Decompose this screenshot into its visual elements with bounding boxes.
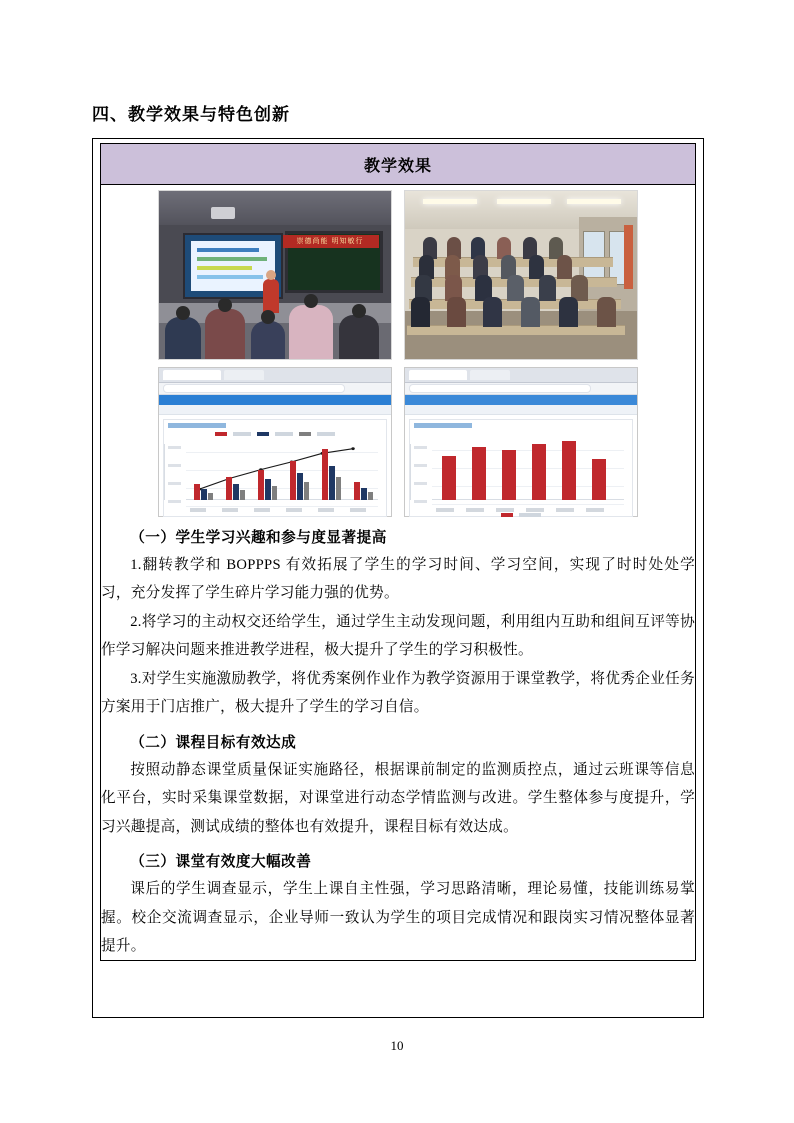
page-title: 四、教学效果与特色创新	[92, 105, 290, 124]
ceiling	[159, 191, 391, 225]
chart-title-placeholder	[168, 423, 226, 428]
browser-tab	[224, 370, 264, 380]
ceiling-light	[423, 199, 477, 204]
student-figure	[339, 315, 379, 359]
course-grade-chart-screenshot	[404, 367, 638, 517]
image-row-bottom	[158, 367, 638, 517]
browser-tabbar	[405, 368, 637, 383]
section-1	[101, 526, 695, 722]
section-3	[101, 850, 695, 960]
student-figure	[507, 275, 524, 301]
curtain	[624, 225, 633, 289]
desk-row	[407, 325, 625, 335]
projector-icon	[211, 207, 235, 219]
browser-tab	[470, 370, 510, 380]
table-title-cell: 教学效果	[101, 144, 696, 185]
browser-urlbar	[159, 383, 391, 395]
chart-title-placeholder	[414, 423, 472, 428]
section-1-para-2: 2.将学习的主动权交还给学生，通过学生主动发现问题，利用组内互助和组间互评等协作学习解决问题来推进教学进程，极大提升了学生的学习积极性。	[101, 613, 695, 659]
section-1-para-3: 3.对学生实施激励教学，将优秀案例作业作为教学资源用于课堂教学，将优秀企业任务方案用于门店推广，极大提升了学生的学习自信。	[101, 670, 695, 716]
table-content-cell	[101, 185, 696, 961]
student-figure	[289, 305, 333, 359]
section-3-title: （三）课堂有效度大幅改善	[130, 854, 312, 871]
student-figure	[205, 309, 245, 359]
section-2-para-1: 按照动静态课堂质量保证实施路径，根据课前制定的监测质控点，通过云班课等信息化平台，实时采集课堂数据，对课堂进行动态学情监测与改进。学生整体参与度提升，学习兴趣提高，测试成绩的整体也有效提升，课程目标有效达成。	[101, 761, 695, 835]
cumulative-line	[186, 444, 378, 500]
browser-tab	[409, 370, 467, 380]
student-figure	[539, 275, 556, 301]
page-number: 10	[390, 1038, 404, 1053]
large-classroom-photo	[404, 190, 638, 360]
student-figure	[559, 297, 578, 327]
chart-legend	[501, 513, 541, 517]
student-figure	[411, 297, 430, 327]
browser-tabbar	[159, 368, 391, 383]
student-figure	[165, 317, 201, 359]
section-2-title: （二）课程目标有效达成	[130, 734, 297, 751]
chart-panel	[163, 419, 387, 517]
chart-plot-area	[432, 444, 624, 500]
ceiling-light	[567, 199, 621, 204]
app-header-bar	[159, 395, 391, 405]
student-figure	[447, 297, 466, 327]
student-figure	[597, 297, 616, 327]
yunbanke-statistics-screenshot	[158, 367, 392, 517]
ceiling-light	[497, 199, 551, 204]
section-1-title: （一）学生学习兴趣和参与度显著提高	[130, 530, 387, 546]
chart-legend	[215, 432, 335, 436]
student-figure	[557, 255, 572, 279]
teacher-figure	[263, 279, 279, 313]
section-2	[101, 731, 695, 841]
classroom-projector-photo	[158, 190, 392, 360]
effect-table	[100, 143, 696, 961]
student-figure	[521, 297, 540, 327]
student-figure	[483, 297, 502, 327]
section-1-para-1: 1.翻转教学和 BOPPPS 有效拓展了学生的学习时间、学习空间，实现了时时处处学习，充分发挥了学生碎片学习能力强的优势。	[101, 557, 695, 602]
wall-banner: 崇德尚能 明知敏行	[281, 235, 379, 248]
image-gallery	[158, 190, 638, 517]
browser-tab	[163, 370, 221, 380]
student-figure	[251, 321, 285, 359]
chart-plot-area	[186, 444, 378, 500]
section-3-para-1: 课后的学生调查显示，学生上课自主性强，学习思路清晰，理论易懂，技能训练易掌握。校企交流调查显示，企业导师一致认为学生的项目完成情况和跟岗实习情况整体显著提升。	[101, 881, 695, 954]
image-row-top	[158, 190, 638, 360]
app-header-bar	[405, 395, 637, 405]
app-subnav	[405, 405, 637, 415]
app-subnav	[159, 405, 391, 415]
browser-urlbar	[405, 383, 637, 395]
chart-panel	[409, 419, 633, 517]
